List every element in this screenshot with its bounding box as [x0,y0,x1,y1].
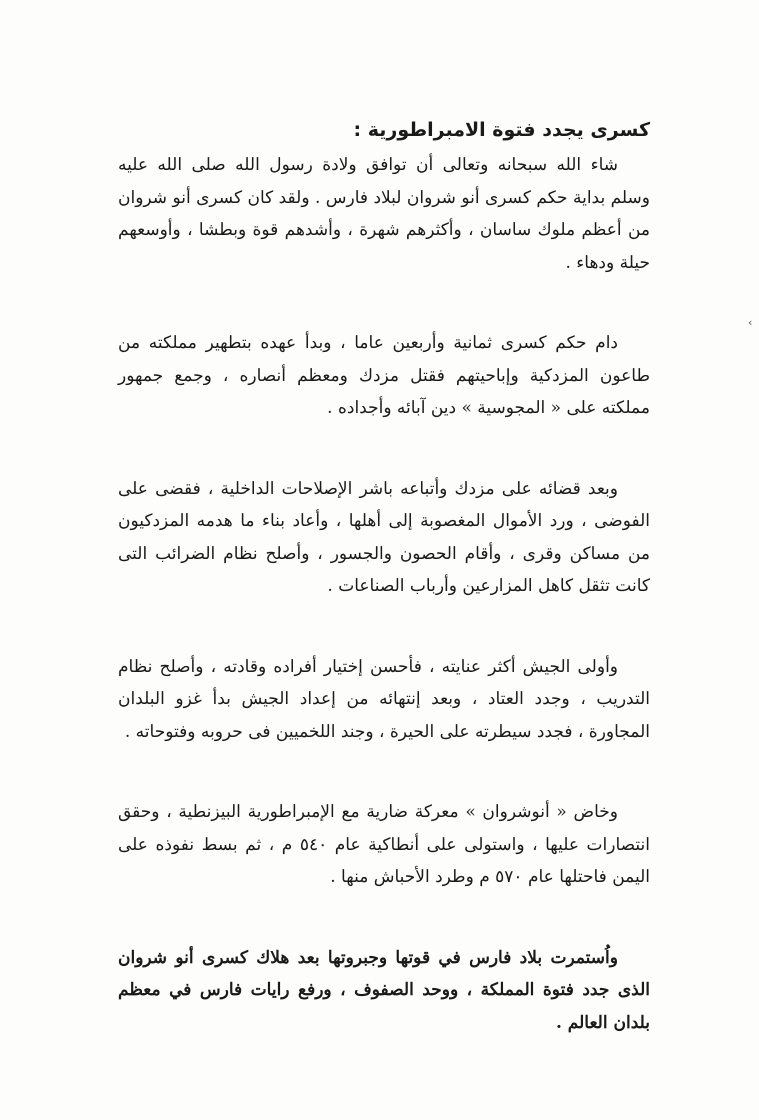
paragraph-2: دام حكم كسرى ثمانية وأربعين عاما ، وبدأ عهده بتطهير مملكته من طاعون المزدكية وإباحيتهم فقتل مزدك ومعظم أنصاره ، وجمع جمهور مملكته على « المجوسية » دين آبائه وأجداده . [118,333,650,418]
paragraph-1: شاء الله سبحانه وتعالى أن توافق ولادة رسول الله صلى الله عليه وسلم بداية حكم كسرى أنو شروان لبلاد فارس . ولقد كان كسرى أنو شروان من أعظم ملوك ساسان ، وأكثرهم شهرة ، وأشدهم قوة وبطشا ، وأوسعهم حيلة ودهاء . [118,155,650,273]
paragraph-6: واُستمرت بلاد فارس في قوتها وجبروتها بعد هلاك كسرى أنو شروان الذى جدد فتوة المملكة ، ووحد الصفوف ، ورفع رايات فارس في معظم بلدان العالم . [118,947,650,1033]
paragraph-5: وخاض « أنوشروان » معركة ضارية مع الإمبراطورية البيزنطية ، وحقق انتصارات عليها ، واستولى على أنطاكية عام ٥٤٠ م ، ثم بسط نفوذه على اليمن فاحتلها عام ٥٧٠ م وطرد الأحباش منها . [118,802,650,887]
section-heading: كسرى يجدد فتوة الامبراطورية : [353,119,650,141]
paragraph-4: وأولى الجيش أكثر عنايته ، فأحسن إختيار أفراده وقادته ، وأصلح نظام التدريب ، وجدد العتاد ، وبعد إنتهائه من إعداد الجيش بدأ غزو البلدان المجاورة ، فجدد سيطرته على الحيرة ، وجند اللخميين فى حروبه وفتوحاته . [118,656,650,742]
margin-mark: ‹ [748,316,753,329]
paragraph-3: وبعد قضائه على مزدك وأتباعه باشر الإصلاحات الداخلية ، فقضى على الفوضى ، ورد الأموال المغصوبة إلى أهلها ، وأعاد بناء ما هدمه المزدكيون من مساكن وقرى ، وأقام الحصون والجسور ، وأصلح نظام الضرائب التى كانت تثقل كاهل المزارعين وأرباب الصناعات . [118,478,650,596]
text-body [118,112,650,1087]
